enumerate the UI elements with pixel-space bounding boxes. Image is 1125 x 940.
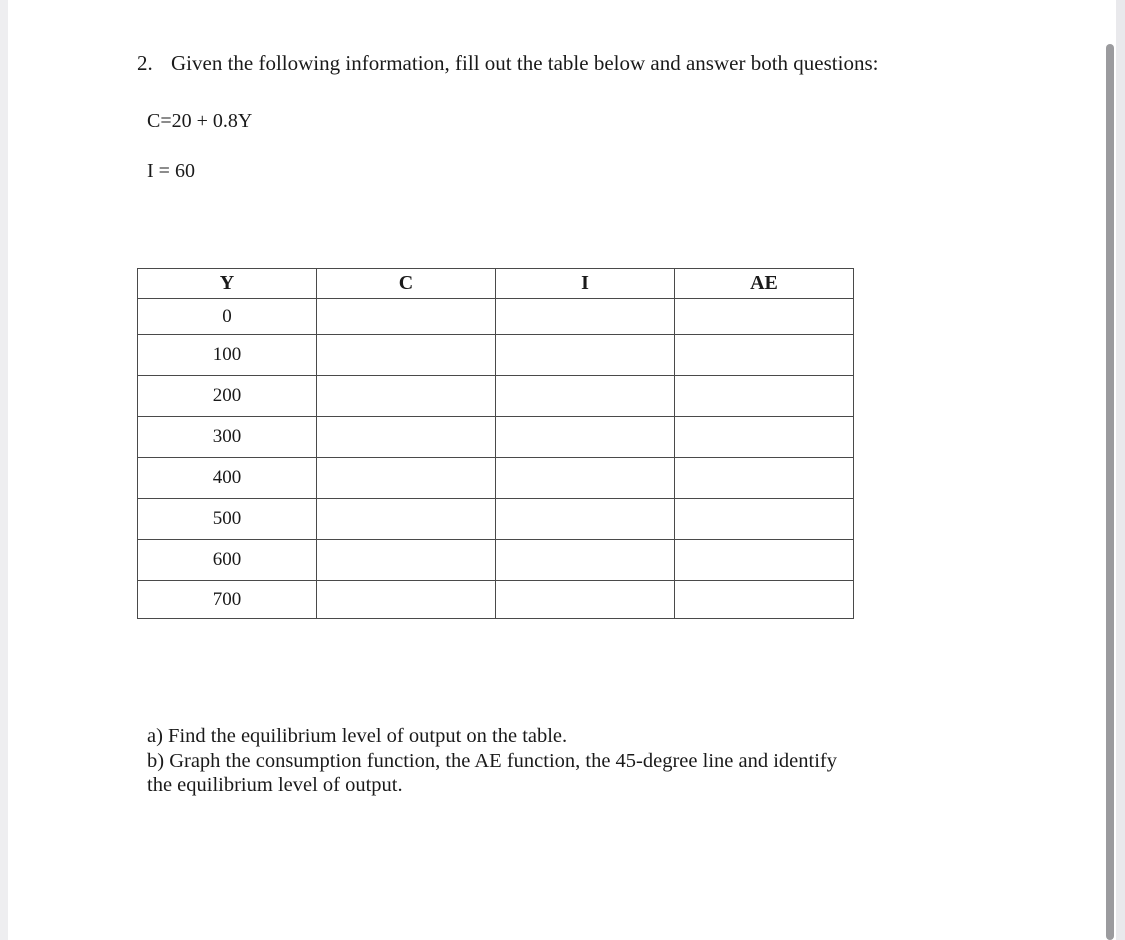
cell-ae <box>675 499 854 540</box>
table-row <box>138 458 854 499</box>
cell-c <box>317 376 496 417</box>
header-c: C <box>317 269 496 299</box>
scrollbar-thumb[interactable] <box>1106 44 1114 940</box>
cell-i <box>496 335 675 376</box>
cell-i <box>496 376 675 417</box>
cell-c <box>317 299 496 335</box>
cell-c <box>317 458 496 499</box>
cell-ae <box>675 335 854 376</box>
question-number: 2. <box>137 51 153 75</box>
cell-ae <box>675 540 854 581</box>
cell-i <box>496 299 675 335</box>
table-row <box>138 335 854 376</box>
cell-c <box>317 417 496 458</box>
cell-c <box>317 540 496 581</box>
cell-y: 600 <box>138 540 317 581</box>
cell-y: 0 <box>138 299 317 335</box>
question-b: b) Graph the consumption function, the AE function, the 45-degree line and identify the equilibrium level of output. <box>147 749 837 796</box>
cell-ae <box>675 299 854 335</box>
cell-ae <box>675 458 854 499</box>
cell-i <box>496 458 675 499</box>
cell-y: 700 <box>138 581 317 619</box>
cell-c <box>317 581 496 619</box>
cell-i <box>496 540 675 581</box>
cell-i <box>496 499 675 540</box>
cell-ae <box>675 376 854 417</box>
cell-y: 200 <box>138 376 317 417</box>
cell-i <box>496 581 675 619</box>
table-row <box>138 581 854 619</box>
cell-ae <box>675 417 854 458</box>
scrollbar-track[interactable] <box>1116 0 1125 940</box>
answer-prompts <box>147 724 847 798</box>
header-i: I <box>496 269 675 299</box>
cell-i <box>496 417 675 458</box>
cell-ae <box>675 581 854 619</box>
investment-equation: I = 60 <box>147 160 195 182</box>
header-y: Y <box>138 269 317 299</box>
table-row <box>138 540 854 581</box>
question-heading <box>137 51 878 76</box>
table-row <box>138 299 854 335</box>
cell-y: 100 <box>138 335 317 376</box>
consumption-equation: C=20 + 0.8Y <box>147 110 253 132</box>
worksheet-table <box>137 268 854 619</box>
cell-c <box>317 335 496 376</box>
question-text: Given the following information, fill out the table below and answer both questions: <box>171 51 879 75</box>
cell-y: 400 <box>138 458 317 499</box>
cell-y: 300 <box>138 417 317 458</box>
table-row <box>138 376 854 417</box>
question-a: a) Find the equilibrium level of output on the table. <box>147 725 568 747</box>
table-header-row <box>138 269 854 299</box>
table-row <box>138 499 854 540</box>
cell-y: 500 <box>138 499 317 540</box>
cell-c <box>317 499 496 540</box>
header-ae: AE <box>675 269 854 299</box>
table-row <box>138 417 854 458</box>
